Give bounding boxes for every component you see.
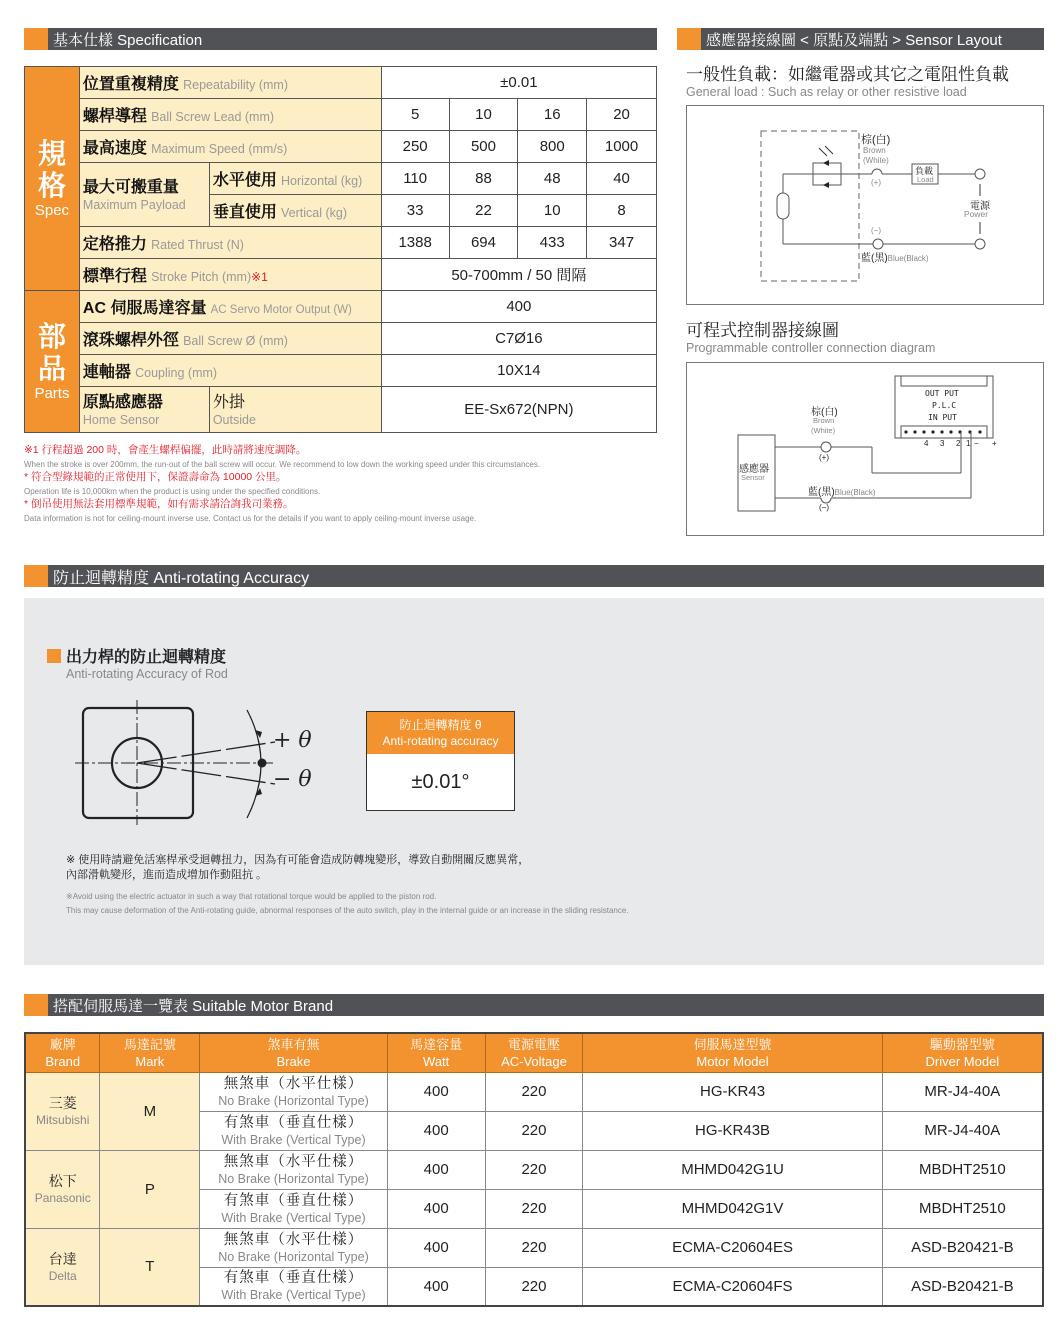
watt-cell: 400	[387, 1150, 485, 1189]
column-header	[583, 1033, 882, 1072]
accent-block	[677, 28, 701, 50]
label-zh: 定格推力	[82, 236, 147, 253]
label-zh: 螺桿導程	[82, 108, 147, 125]
switch-icon	[777, 193, 789, 219]
value: 800	[518, 131, 587, 163]
brown-wire-label-en: Brown	[813, 416, 835, 425]
brown-wire-label: 棕(白)	[811, 407, 838, 418]
value: 433	[518, 227, 587, 259]
brake-cell	[200, 1267, 388, 1306]
value: 5	[381, 99, 449, 131]
label-en: Maximum Speed (mm/s)	[151, 142, 288, 156]
power-label-en: Power	[964, 209, 989, 219]
terminal-plus	[821, 442, 831, 452]
brake-cell	[200, 1111, 388, 1150]
label-zh: 位置重複精度	[82, 76, 179, 93]
terminal-minus	[975, 239, 985, 249]
accent-block	[24, 994, 48, 1016]
voltage-cell: 220	[485, 1111, 583, 1150]
subheading-zh: 出力桿的防止迴轉精度	[66, 649, 227, 666]
label-zh: AC 伺服馬達容量	[82, 300, 207, 317]
spec-row-horizontal	[25, 163, 657, 195]
driver-model-cell: MBDHT2510	[882, 1189, 1043, 1228]
value: 33	[381, 195, 449, 227]
brand-en: Panasonic	[34, 1191, 91, 1205]
row-label	[79, 323, 381, 355]
minus-label: (−)	[871, 226, 881, 235]
value: 50-700mm / 50 間隔	[381, 259, 656, 291]
row-label	[79, 259, 381, 291]
plc-diagram	[686, 362, 1044, 536]
accuracy-box-header	[367, 712, 514, 754]
brown-wire-label-en: Brown	[863, 146, 886, 155]
brown-wire-label: 棕(白)	[861, 134, 891, 146]
driver-model-cell: MBDHT2510	[882, 1150, 1043, 1189]
arrow-down-icon	[255, 730, 262, 738]
value: 8	[587, 195, 657, 227]
value: 88	[449, 163, 518, 195]
brake-zh: 有煞車（垂直仕樣）	[223, 1270, 364, 1287]
plus-angle-line	[137, 742, 275, 763]
blue-wire-label	[808, 483, 876, 498]
brand-cell	[25, 1228, 100, 1306]
motor-model-cell: ECMA-C20604ES	[583, 1228, 882, 1267]
terminal-numbers	[924, 439, 997, 448]
label-en: Maximum Payload	[82, 197, 186, 212]
note-zh: * 符合型錄規範的正常使用下，保證壽命為 10000 公里。	[24, 471, 287, 483]
brake-cell	[200, 1150, 388, 1189]
value: 1000	[587, 131, 657, 163]
section-header-specification	[24, 28, 657, 50]
accuracy-box	[366, 711, 515, 811]
column-header	[485, 1033, 583, 1072]
voltage-cell: 220	[485, 1150, 583, 1189]
brake-zh: 無煞車（水平仕樣）	[223, 1075, 364, 1092]
value: 110	[381, 163, 449, 195]
value: 250	[381, 131, 449, 163]
brake-en: With Brake (Vertical Type)	[221, 1288, 366, 1303]
heading-zh: 一般性負載：如繼電器或其它之電阻性負載	[686, 65, 1009, 84]
label-zh: 外掛	[212, 393, 245, 411]
header-zh: 驅動器型號	[929, 1036, 995, 1052]
section-title: 防止迴轉精度 Anti-rotating Accuracy	[53, 569, 310, 587]
section-title: 搭配伺服馬達一覽表 Suitable Motor Brand	[53, 997, 334, 1015]
load-label: 負載	[915, 166, 934, 176]
terminal-number: 2	[956, 439, 961, 448]
header-zh: 煞車有無	[267, 1036, 320, 1052]
row-label	[79, 131, 381, 163]
watt-cell: 400	[387, 1111, 485, 1150]
spec-row-motor-output	[25, 291, 657, 323]
terminal-number: +	[992, 439, 997, 448]
plc-input-label: IN PUT	[928, 413, 957, 422]
warning-zh: ※ 使用時請避免活塞桿承受迴轉扭力，因為有可能會造成防轉塊變形，導致自動開關反應異常，	[66, 854, 530, 866]
brake-en: No Brake (Horizontal Type)	[218, 1171, 369, 1186]
blue-zh: 藍(黑)	[861, 253, 888, 264]
label-en: Home Sensor	[82, 412, 160, 427]
section-title: 感應器接線圖 < 原點及端點 > Sensor Layout	[706, 31, 1002, 49]
header-en: Mark	[135, 1053, 165, 1069]
accuracy-label-zh: 防止迴轉精度 θ	[399, 718, 482, 732]
voltage-cell: 220	[485, 1189, 583, 1228]
brake-zh: 有煞車（垂直仕樣）	[223, 1114, 364, 1131]
accent-block	[24, 565, 48, 587]
brake-cell	[200, 1072, 388, 1111]
brake-zh: 有煞車（垂直仕樣）	[223, 1192, 364, 1209]
category-char: 格	[37, 170, 66, 201]
watt-cell: 400	[387, 1072, 485, 1111]
plc-output-label: OUT PUT	[925, 389, 959, 398]
category-spec	[25, 67, 80, 291]
value: 22	[449, 195, 518, 227]
mark-cell: P	[100, 1150, 200, 1228]
section-header-motor-brand	[24, 994, 1044, 1016]
value: 1388	[381, 227, 449, 259]
warning-zh: 內部滑軌變形，進而造成增加作動阻抗 。	[66, 869, 268, 881]
label-en: Stroke Pitch (mm)	[151, 270, 252, 284]
column-header	[387, 1033, 485, 1072]
row-label	[79, 67, 381, 99]
header-en: Motor Model	[696, 1053, 769, 1069]
label-en: Horizontal (kg)	[281, 174, 363, 188]
spec-notes	[24, 444, 664, 525]
blue-en: Blue(Black)	[887, 254, 929, 263]
header-zh: 廠牌	[49, 1036, 76, 1052]
table-header-row	[25, 1033, 1043, 1072]
warning-en: ※Avoid using the electric actuator in such a way that rotational torque would be applied to the piston rod.	[66, 892, 437, 901]
anti-rotating-subheading	[47, 644, 228, 681]
terminal-plus	[975, 169, 985, 179]
value: 48	[518, 163, 587, 195]
value: 10X14	[381, 355, 656, 387]
spec-row-lead	[25, 99, 657, 131]
header-zh: 伺服馬達型號	[693, 1036, 772, 1052]
driver-model-cell: ASD-B20421-B	[882, 1228, 1043, 1267]
header-zh: 電源電壓	[507, 1036, 560, 1052]
terminal-number: 4	[924, 439, 929, 448]
row-sublabel	[209, 387, 381, 433]
heading-en: General load : Such as relay or other resistive load	[686, 85, 967, 99]
label-en: Outside	[212, 412, 256, 427]
accuracy-value: ±0.01°	[411, 771, 470, 793]
brand-zh: 三菱	[48, 1095, 77, 1111]
label-zh: 連軸器	[82, 364, 131, 381]
category-char: 部	[37, 321, 66, 352]
brake-cell	[200, 1189, 388, 1228]
header-en: Watt	[423, 1053, 450, 1069]
header-en: Brand	[45, 1053, 81, 1069]
plus-theta-label: + θ	[273, 728, 312, 753]
mark-cell: M	[100, 1072, 200, 1150]
note-en: When the stroke is over 200mm, the run-out of the ball screw will occur. We recommend to low down the working speed under this circumstances.	[24, 459, 541, 469]
brand-cell	[25, 1150, 100, 1228]
label-en: Repeatability (mm)	[183, 78, 288, 92]
header-en: AC-Voltage	[501, 1053, 567, 1069]
motor-model-cell: MHMD042G1V	[583, 1189, 882, 1228]
brake-zh: 無煞車（水平仕樣）	[223, 1153, 364, 1170]
plc-heading	[686, 316, 935, 355]
label-en: AC Servo Motor Output (W)	[210, 304, 352, 316]
heading-zh: 可程式控制器接線圖	[686, 321, 839, 340]
label-en: Ball Screw Ø (mm)	[183, 334, 288, 348]
spec-row-speed	[25, 131, 657, 163]
accent-square-icon	[47, 649, 61, 663]
category-char: 品	[37, 353, 66, 384]
value: 10	[449, 99, 518, 131]
voltage-cell: 220	[485, 1228, 583, 1267]
brown-wire-label-en: (White)	[811, 426, 836, 435]
label-zh: 標準行程	[82, 268, 147, 285]
power-label: 電源	[970, 201, 990, 212]
table-row	[25, 1072, 1043, 1111]
label-zh: 滾珠螺桿外徑	[82, 332, 179, 349]
brake-en: With Brake (Vertical Type)	[221, 1132, 366, 1147]
motor-model-cell: HG-KR43B	[583, 1111, 882, 1150]
watt-cell: 400	[387, 1228, 485, 1267]
category-parts	[25, 291, 80, 433]
driver-model-cell: MR-J4-40A	[882, 1072, 1043, 1111]
note-zh: ※1 行程超過 200 時，會產生螺桿偏擺，此時請將速度調降。	[24, 444, 307, 456]
spec-row-stroke	[25, 259, 657, 291]
terminal-dots	[904, 430, 981, 433]
brand-en: Mitsubishi	[36, 1113, 90, 1127]
terminal-junction	[873, 239, 883, 249]
value: 16	[518, 99, 587, 131]
brake-zh: 無煞車（水平仕樣）	[223, 1231, 364, 1248]
driver-model-cell: MR-J4-40A	[882, 1111, 1043, 1150]
brand-zh: 松下	[48, 1173, 77, 1189]
row-label	[79, 227, 381, 259]
label-zh: 水平使用	[212, 172, 277, 189]
terminal-number: 1	[966, 439, 971, 448]
value: 20	[587, 99, 657, 131]
watt-cell: 400	[387, 1189, 485, 1228]
table-row	[25, 1228, 1043, 1267]
spec-row-coupling	[25, 355, 657, 387]
category-en: Spec	[34, 202, 70, 219]
brake-en: No Brake (Horizontal Type)	[218, 1249, 369, 1264]
note-zh: * 倒吊使用無法套用標準規範，如有需求請洽詢我司業務。	[24, 498, 294, 510]
label-en: Ball Screw Lead (mm)	[151, 110, 275, 124]
column-header	[100, 1033, 200, 1072]
column-header	[882, 1033, 1043, 1072]
minus-angle-line	[137, 763, 275, 784]
header-zh: 馬達容量	[410, 1036, 463, 1052]
subheading-en: Anti-rotating Accuracy of Rod	[66, 667, 228, 681]
label-en: Coupling (mm)	[135, 366, 218, 380]
brand-en: Delta	[48, 1268, 77, 1283]
section-title: 基本仕樣 Specification	[53, 31, 203, 49]
watt-cell: 400	[387, 1267, 485, 1306]
center-point	[258, 759, 267, 768]
row-label	[209, 163, 381, 195]
plc-diagram-svg	[687, 363, 1045, 537]
value: EE-Sx672(NPN)	[381, 387, 656, 433]
sensor-label-en: Sensor	[741, 473, 765, 482]
value: 500	[449, 131, 518, 163]
plc-label: P.L.C	[932, 401, 957, 410]
category-char: 規	[37, 138, 66, 169]
plus-label: (+)	[819, 453, 829, 462]
brake-en: With Brake (Vertical Type)	[221, 1210, 366, 1225]
voltage-cell: 220	[485, 1072, 583, 1111]
mark-cell: T	[100, 1228, 200, 1306]
brown-wire-label-en: (White)	[863, 156, 889, 165]
terminal-number: −	[974, 439, 979, 448]
brand-zh: 台達	[48, 1250, 77, 1267]
spec-row-home-sensor	[25, 387, 657, 433]
note-en: Data information is not for ceiling-mount inverse use. Contact us for the details if you want to apply ceiling-mount inverse usage.	[24, 513, 477, 523]
label-zh: 最高速度	[82, 140, 147, 157]
header-zh: 馬達記號	[123, 1036, 176, 1052]
value: 694	[449, 227, 518, 259]
section-header-anti-rotating	[24, 565, 1044, 587]
value: 10	[518, 195, 587, 227]
value: 40	[587, 163, 657, 195]
heading-en: Programmable controller connection diagram	[686, 341, 936, 355]
header-en: Driver Model	[925, 1053, 1000, 1069]
plus-label: (+)	[871, 178, 881, 187]
anti-rotation-drawing	[75, 700, 355, 825]
motor-model-cell: HG-KR43	[583, 1072, 882, 1111]
row-label	[209, 195, 381, 227]
value: 400	[381, 291, 656, 323]
footnote-mark: ※1	[251, 270, 268, 284]
wire-junction	[872, 169, 882, 174]
sensor-dashed-boundary	[761, 131, 859, 281]
minus-theta-label: − θ	[273, 767, 312, 792]
category-en: Parts	[34, 385, 70, 402]
label-zh: 最大可搬重量	[82, 178, 179, 196]
brake-en: No Brake (Horizontal Type)	[218, 1093, 369, 1108]
accent-block	[24, 28, 48, 50]
brake-cell	[200, 1228, 388, 1267]
specification-table	[24, 66, 657, 433]
label-en: Vertical (kg)	[281, 206, 347, 220]
sensor-label: 感應器	[739, 464, 769, 475]
blue-wire-label	[861, 249, 929, 264]
label-zh: 垂直使用	[212, 204, 277, 221]
blue-en: Blue(Black)	[834, 488, 876, 497]
section-header-sensor-layout	[677, 28, 1044, 50]
column-header	[200, 1033, 388, 1072]
minus-label: (−)	[819, 503, 829, 512]
spec-row-thrust	[25, 227, 657, 259]
value: C7Ø16	[381, 323, 656, 355]
brand-cell	[25, 1072, 100, 1150]
row-label	[79, 387, 209, 433]
motor-model-cell: ECMA-C20604FS	[583, 1267, 882, 1306]
general-load-diagram	[686, 105, 1044, 305]
row-label-payload	[79, 163, 209, 227]
anti-rotating-warning	[66, 853, 629, 918]
note-en: Operation life is 10,000km when the product is using under the specified conditions.	[24, 486, 321, 496]
spec-row-ball-screw	[25, 323, 657, 355]
plc-top-bar	[901, 376, 987, 386]
spec-row-repeatability	[25, 67, 657, 99]
warning-en: This may cause deformation of the Anti-rotating guide, abnormal responses of the auto switch, play in the internal guide or an increase in the sliding resistance.	[66, 906, 629, 915]
label-zh: 原點感應器	[82, 393, 163, 411]
value: ±0.01	[381, 67, 656, 99]
accuracy-label-en: Anti-rotating accuracy	[382, 734, 499, 748]
terminal-number: 3	[940, 439, 945, 448]
table-row	[25, 1150, 1043, 1189]
motor-model-cell: MHMD042G1U	[583, 1150, 882, 1189]
label-en: Rated Thrust (N)	[151, 238, 244, 252]
led-icon	[813, 146, 841, 188]
row-label	[79, 355, 381, 387]
general-load-heading	[686, 60, 1009, 99]
row-label	[79, 291, 381, 323]
row-label	[79, 99, 381, 131]
blue-zh: 藍(黑)	[808, 487, 835, 498]
driver-model-cell: ASD-B20421-B	[882, 1267, 1043, 1306]
motor-brand-table	[24, 1032, 1044, 1307]
voltage-cell: 220	[485, 1267, 583, 1306]
value: 347	[587, 227, 657, 259]
load-label-en: Load	[917, 175, 934, 184]
header-en: Brake	[276, 1053, 311, 1069]
column-header	[25, 1033, 100, 1072]
